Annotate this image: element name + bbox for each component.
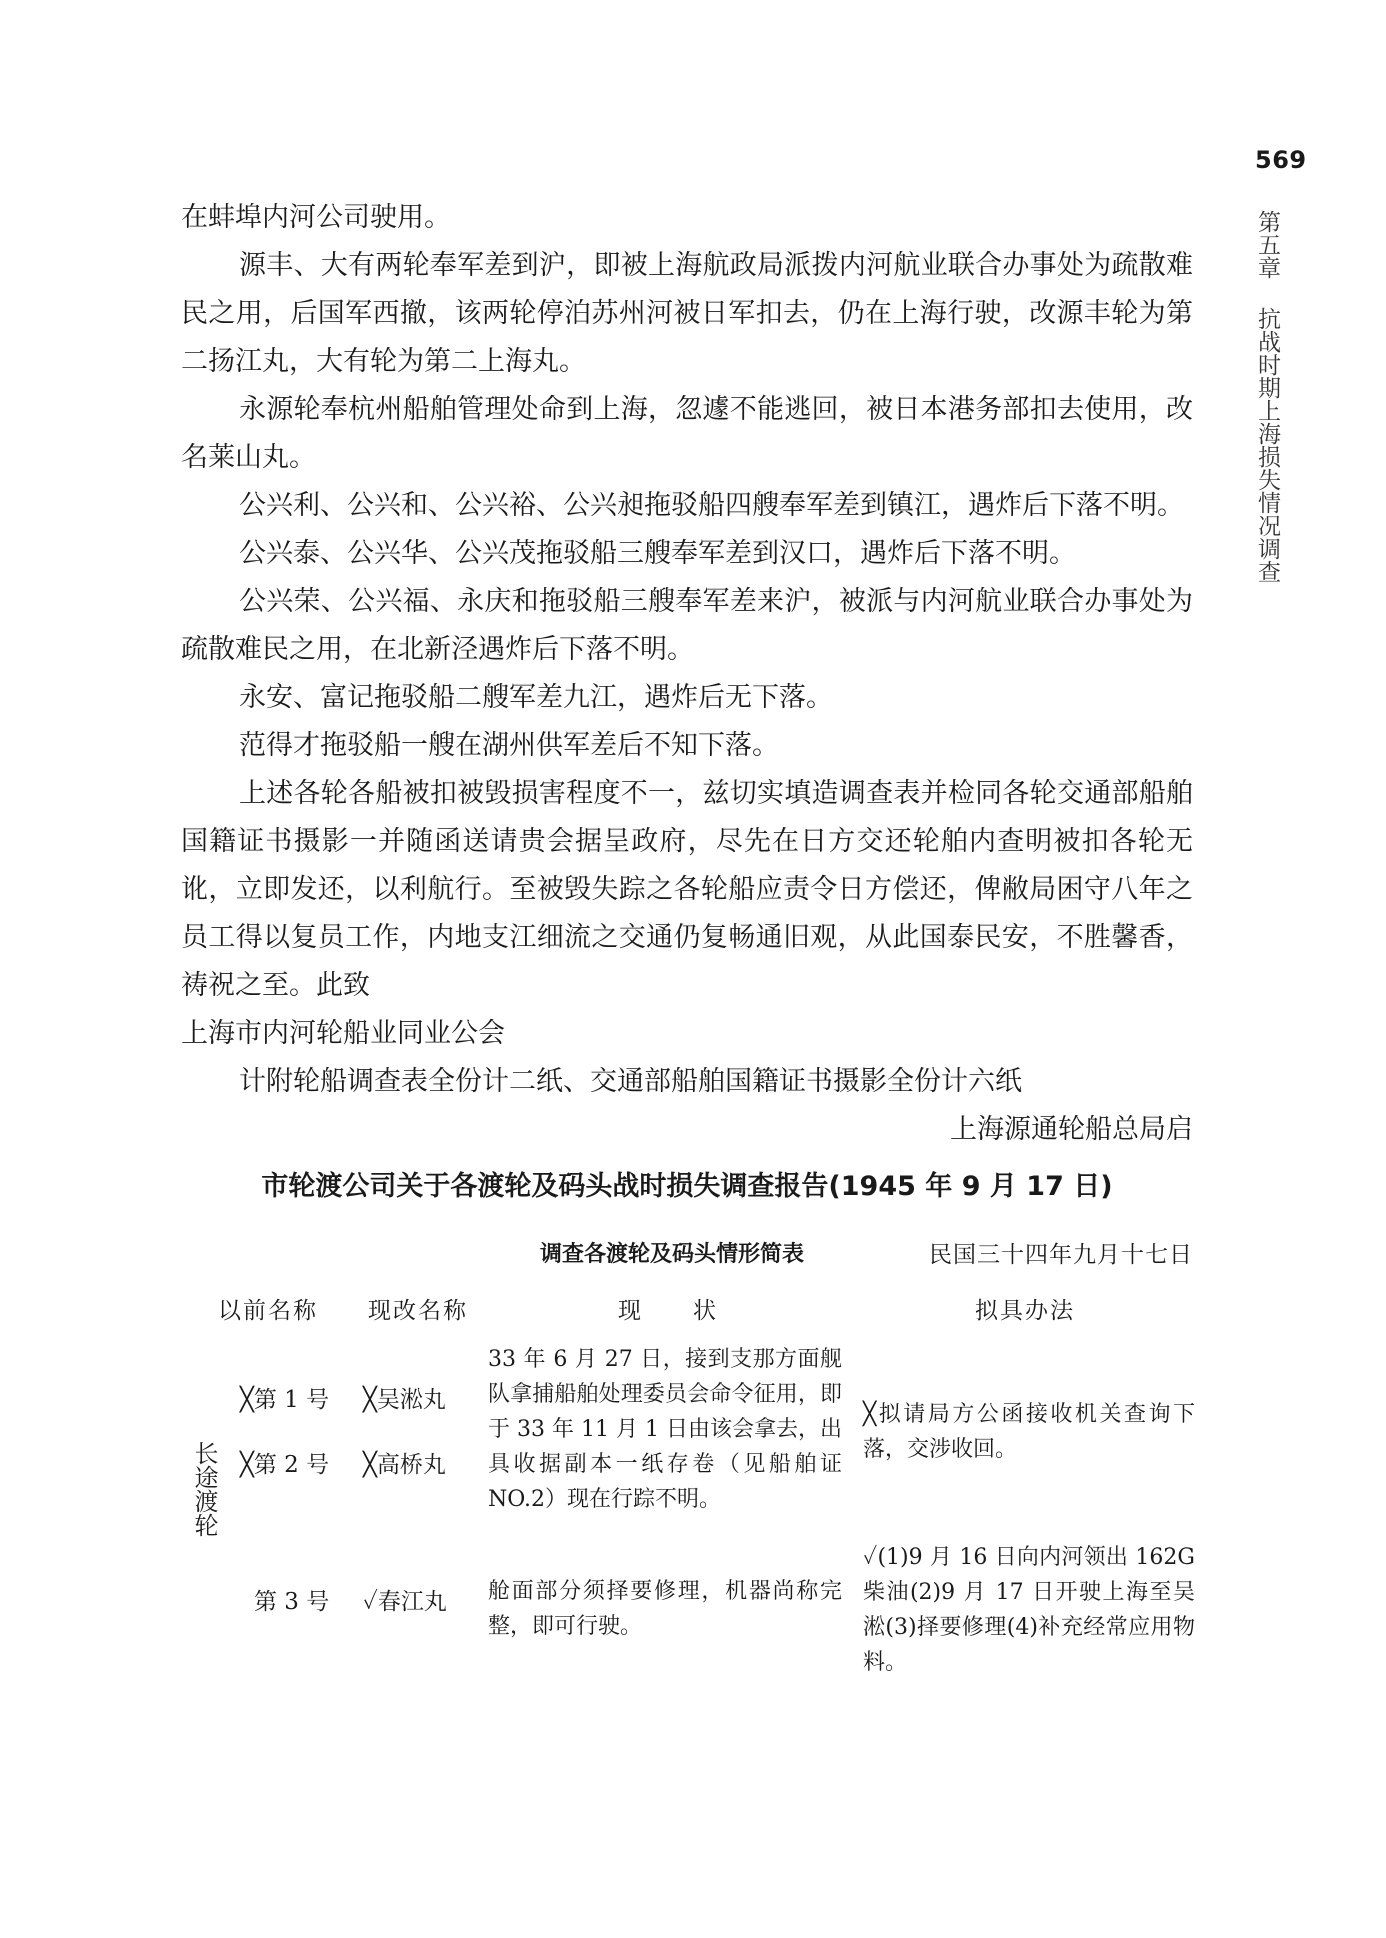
paragraph: 公兴利、公兴和、公兴裕、公兴昶拖驳船四艘奉军差到镇江，遇炸后下落不明。 xyxy=(239,490,1184,521)
new-name-cell: ╳高桥丸 xyxy=(363,1452,446,1478)
method-cell: ╳拟请局方公函接收机关查询下落，交涉收回。 xyxy=(863,1402,1195,1462)
paragraph: 范得才拖驳船一艘在湖州供军差后不知下落。 xyxy=(239,730,779,761)
header-new-name: 现改名称 xyxy=(368,1298,468,1324)
running-header xyxy=(1252,210,1282,583)
paragraph: 上述各轮各船被扣被毁损害程度不一，兹切实填造调查表并检同各轮交通部船舶国籍证书摄影一并随函送请贵会据呈政府，尽先在日方交还轮舶内查明被扣各轮无讹，立即发还，以利航行。至被毁失踪之各轮船应责令日方偿还，俾敝局困守八年之员工得以复员工作，内地支江细流之交通仍复畅通旧观，从此国泰民安，不胜馨香，祷祝之至。此致 xyxy=(181,778,1193,1001)
attachments-note: 计附轮船调查表全份计二纸、交通部船舶国籍证书摄影全份计六纸 xyxy=(239,1066,1022,1097)
status-cell: 33 年 6 月 27 日，接到支那方面舰队拿捕船舶处理委员会命令征用，即于 33 年 11 月 1 日由该会拿去，出具收据副本一纸存卷（见船舶证 NO.2）现在行踪不明。 xyxy=(488,1347,842,1512)
signature: 上海源通轮船总局启 xyxy=(950,1114,1193,1145)
table-date: 民国三十四年九月十七日 xyxy=(929,1242,1193,1268)
running-header-title: 抗战时期上海损失情况调查 xyxy=(1254,307,1280,583)
method-cell: ✓(1)9 月 16 日向内河领出 162G 柴油(2)9 月 17 日开驶上海至吴淞(3)择要修理(4)补充经常应用物料。 xyxy=(863,1545,1195,1675)
status-cell: 舱面部分须择要修理，机器尚称完整，即可行驶。 xyxy=(488,1579,842,1639)
table-caption: 调查各渡轮及码头情形简表 xyxy=(540,1242,805,1267)
former-name-cell: ╳第 2 号 xyxy=(240,1452,330,1478)
header-former-name: 以前名称 xyxy=(218,1298,318,1324)
former-name-cell: ╳第 1 号 xyxy=(240,1387,330,1413)
paragraph: 公兴荣、公兴福、永庆和拖驳船三艘奉军差来沪，被派与内河航业联合办事处为疏散难民之用，在北新泾遇炸后下落不明。 xyxy=(181,586,1193,665)
new-name-cell: ╳吴淞丸 xyxy=(363,1387,446,1413)
paragraph: 永安、富记拖驳船二艘军差九江，遇炸后无下落。 xyxy=(239,682,833,713)
header-status: 现 状 xyxy=(618,1298,718,1324)
running-header-chapter: 第五章 xyxy=(1254,210,1280,279)
group-label: 长途渡轮 xyxy=(190,1441,218,1537)
header-method: 拟具办法 xyxy=(975,1298,1075,1324)
page-number: 569 xyxy=(1255,146,1307,174)
section-title: 市轮渡公司关于各渡轮及码头战时损失调查报告(1945 年 9 月 17 日) xyxy=(261,1171,1113,1202)
letter-body xyxy=(181,194,1193,1154)
addressee: 上海市内河轮船业同业公会 xyxy=(181,1018,505,1049)
former-name-cell: 第 3 号 xyxy=(254,1589,330,1615)
paragraph: 公兴泰、公兴华、公兴茂拖驳船三艘奉军差到汉口，遇炸后下落不明。 xyxy=(239,538,1076,569)
new-name-cell: ✓春江丸 xyxy=(363,1589,447,1615)
paragraph: 源丰、大有两轮奉军差到沪，即被上海航政局派拨内河航业联合办事处为疏散难民之用，后国军西撤，该两轮停泊苏州河被日军扣去，仍在上海行驶，改源丰轮为第二扬江丸，大有轮为第二上海丸。 xyxy=(181,250,1193,377)
paragraph: 永源轮奉杭州船舶管理处命到上海，忽遽不能逃回，被日本港务部扣去使用，改名莱山丸。 xyxy=(181,394,1193,473)
paragraph: 在蚌埠内河公司驶用。 xyxy=(181,202,451,233)
